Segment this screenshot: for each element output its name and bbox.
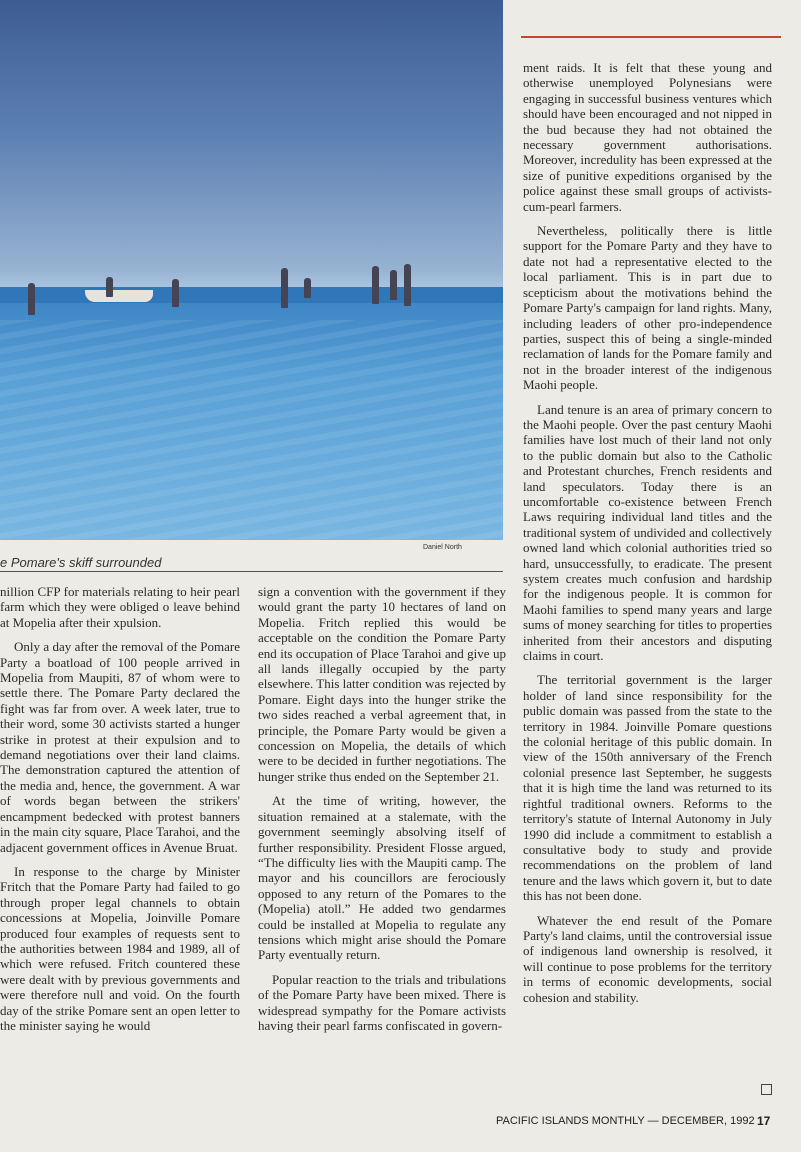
publication-footer: PACIFIC ISLANDS MONTHLY — DECEMBER, 1992 (496, 1115, 755, 1127)
skiff (85, 290, 153, 302)
paragraph: ment raids. It is felt that these young and otherwise unemployed Polynesians were engaging in successful business ventures which should have been encouraged and not nipped in the bud because they had not obtained the necessary government authorisations. Moreover, incredulity has been expressed at the size of punitive expeditions organised by the police against these small groups of activists-cum-pearl farmers. (523, 60, 772, 214)
horizon-band (0, 287, 503, 303)
wading-figure (390, 270, 397, 300)
water-texture (0, 320, 503, 540)
paragraph: Whatever the end result of the Pomare Party's land claims, until the controversial issue of indigenous land ownership is resolved, it will continue to pose problems for the territory in terms of economic developments, social cohesion and stability. (523, 912, 772, 1005)
article-column-3 (523, 60, 772, 1014)
wading-figure (304, 278, 311, 298)
caption-rule (0, 571, 503, 572)
paragraph: Land tenure is an area of primary concern to the Maohi people. Over the past century Maohi families have lost much of their land not only to the public domain but also to the Catholic and Protestant churches, French residents and land speculators. Today there is an uncomfortable co-existence between French Laws requiring individual land titles and the traditional system of undivided and collectively owned land which colonial authorities tried so hard, unsuccessfully, to eradicate. The present system creates much confusion and hardship for the indigenous people. It is common for Maohi families to spend many years and large sums of money searching for titles to properties inherited from their ancestors and disputing claims in court. (523, 401, 772, 664)
photo-credit: Daniel North (423, 544, 462, 551)
paragraph: In response to the charge by Minister Fritch that the Pomare Party had failed to go through proper legal channels to obtain concessions at Mopelia, Joinville Pomare produced four examples of requests sent to the authorities between 1984 and 1989, all of which were refused. Fritch countered these were dealt with by previous governments and were therefore null and void. On the fourth day of the strike Pomare sent an open letter to the minister saying he would (0, 863, 240, 1033)
wading-figure (372, 266, 379, 304)
paragraph: At the time of writing, however, the situation remained at a stalemate, with the government seemingly absolving itself of further responsibility. President Flosse argued, “The difficulty lies with the Maupiti camp. The mayor and his councillors are ferociously opposed to any return of the Pomares to the (Mopelia) atoll.” He added two gendarmes could be installed at Mopelia to regulate any tensions which might arise should the Pomare Party eventually return. (258, 793, 506, 963)
page-number: 17 (757, 1114, 771, 1128)
wading-figure (281, 268, 288, 308)
column-top-rule (521, 36, 781, 38)
paragraph: nillion CFP for materials relating to heir pearl farm which they were obliged o leave behind at Mopelia after their xpulsion. (0, 584, 240, 630)
wading-figure (106, 277, 113, 297)
paragraph: sign a convention with the government if they would grant the party 10 hectares of land on Mopelia. Fritch replied this would be acceptable on the condition the Pomare Party end its occupation of Place Tarahoi and give up all lands illegally occupied by the party elsewhere. This latter condition was rejected by Pomare. Eight days into the hunger strike the two sides reached a verbal agreement that, in principle, the Pomare Party would be given a concession on Mopelia, the details of which were to be decided in further negotiations. The hunger strike thus ended on the September 21. (258, 584, 506, 784)
wading-figure (172, 279, 179, 307)
photo-caption: e Pomare's skiff surrounded (0, 555, 162, 570)
article-column-1 (0, 584, 240, 1042)
article-column-2 (258, 584, 506, 1042)
end-of-article-box (761, 1084, 772, 1095)
lagoon-photo (0, 0, 503, 540)
paragraph: Popular reaction to the trials and tribulations of the Pomare Party have been mixed. There is widespread sympathy for the Pomare activists having their pearl farms confiscated in govern- (258, 971, 506, 1033)
paragraph: Only a day after the removal of the Pomare Party a boatload of 100 people arrived in Mopelia from Maupiti, 87 of whom were to settle there. The Pomare Party declared the fight was far from over. A week later, true to their word, some 30 activists started a hunger strike in protest at their expulsion and to demand negotiations over their land claims. The demonstration captured the attention of the media and, hence, the government. A war of words began between the strikers' encampment bedecked with protest banners in the main city square, Place Tarahoi, and the adjacent government offices in Avenue Bruat. (0, 639, 240, 855)
wading-figure (404, 264, 411, 306)
wading-figure (28, 283, 35, 315)
paragraph: The territorial government is the larger holder of land since responsibility for the public domain was passed from the state to the territory in 1984. Joinville Pomare questions the colonial heritage of this public domain. In view of the 150th anniversary of the French colonial presence last September, he suggests that it is high time the land was returned to its rightful traditional owners. Reforms to the territory's statute of Internal Autonomy in July 1990 did include a commitment to establish a consultative body to study and provide recommendations on the problem of land tenure and the laws which govern it, but to date this has not been done. (523, 672, 772, 904)
paragraph: Nevertheless, politically there is little support for the Pomare Party and they have to date not had a representative elected to the local parliament. This is in part due to scepticism about the motivations behind the Pomare Party's campaign for land rights. Many, including leaders of other pro-independence parties, suspect this of being a single-minded reclamation of lands for the Pomare family and not in the broader interest of the indigenous Maohi people. (523, 223, 772, 393)
